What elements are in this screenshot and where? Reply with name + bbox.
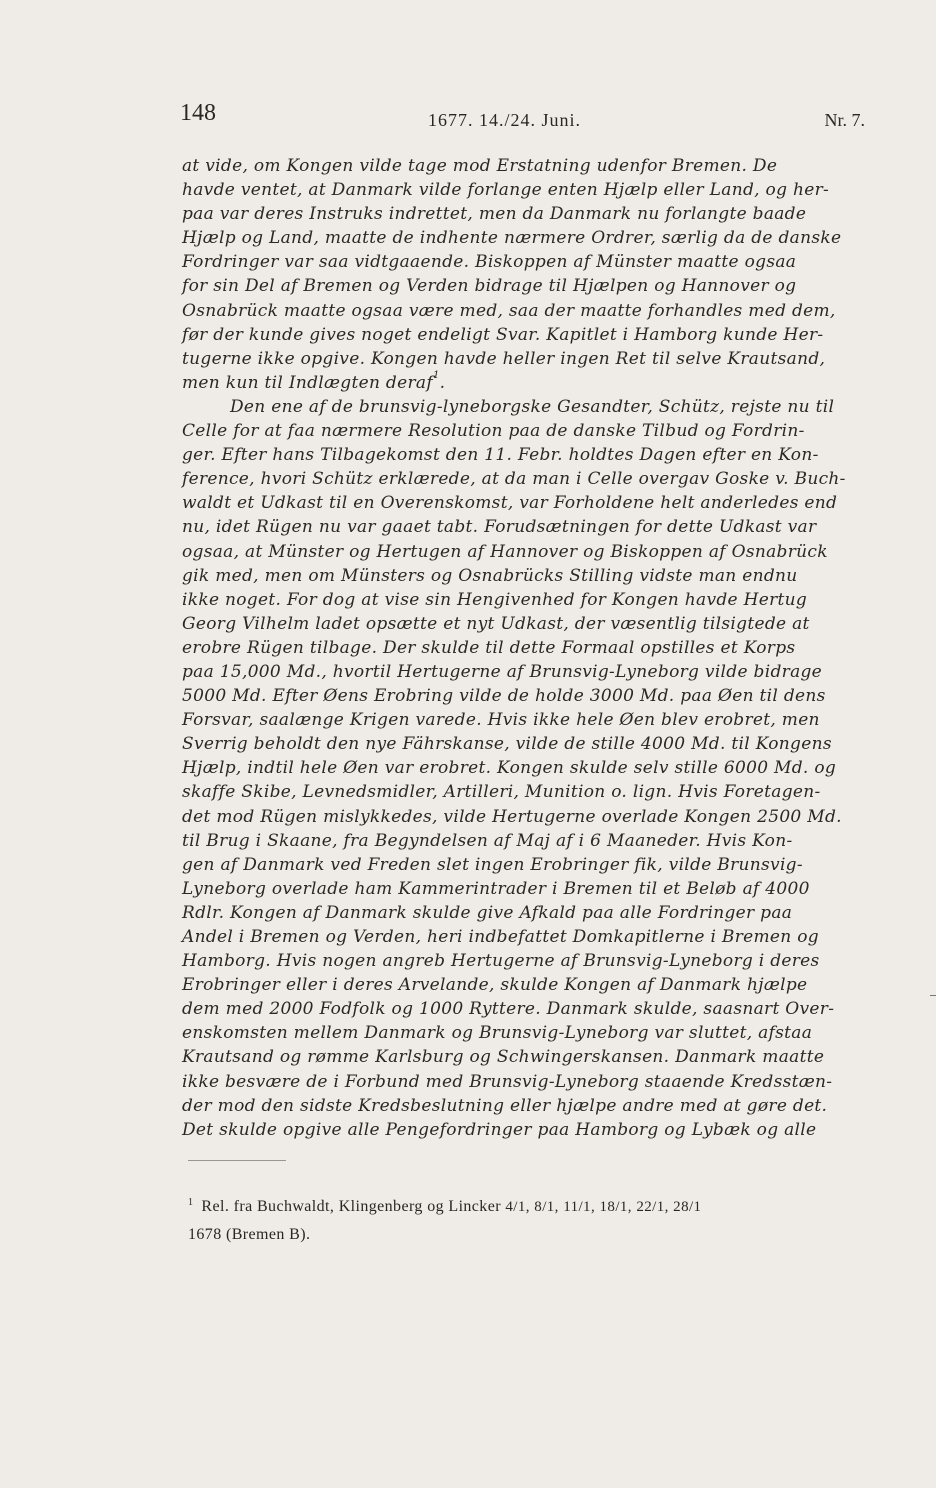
text-line: Osnabrück maatte ogsaa være med, saa der maatte forhandles med dem, (182, 300, 836, 321)
text-line: Andel i Bremen og Verden, heri indbefattet Domkapitlerne i Bremen og (182, 927, 819, 947)
text-line: Det skulde opgive alle Pengefordringer paa Hamborg og Lybæk og alle (182, 1119, 817, 1140)
page-header (180, 100, 865, 136)
text-line: der mod den sidste Kredsbeslutning eller hjælpe andre med at gøre det. (182, 1095, 828, 1116)
text-line: for sin Del af Bremen og Verden bidrage til Hjælpen og Hannover og (182, 276, 797, 297)
text-line: nu, idet Rügen nu var gaaet tabt. Forudsætningen for dette Udkast var (182, 517, 817, 538)
text-span: men kun til Indlægten deraf (182, 372, 433, 393)
text-line: dem med 2000 Fodfolk og 1000 Ryttere. Danmark skulde, saasnart Over- (182, 999, 835, 1020)
text-line: Krautsand og rømme Karlsburg og Schwingerskansen. Danmark maatte (182, 1047, 825, 1068)
margin-mark (930, 995, 936, 996)
text-line: Hamborg. Hvis nogen angreb Hertugerne af Brunsvig-Lyneborg i deres (182, 951, 820, 972)
text-line: Fordringer var saa vidtgaaende. Biskoppen af Münster maatte ogsaa (182, 252, 797, 273)
footnote-line (188, 1194, 868, 1222)
text-line-with-footnote (182, 371, 872, 395)
footnote (188, 1194, 868, 1248)
page-number: 148 (180, 100, 216, 126)
text-line: 5000 Md. Efter Øens Erobring vilde de holde 3000 Md. paa Øen til dens (182, 686, 826, 707)
footnote-date: 8/1, (534, 1199, 559, 1215)
text-line: ference, hvori Schütz erklærede, at da man i Celle overgav Goske v. Buch- (182, 469, 846, 490)
text-line: ogsaa, at Münster og Hertugen af Hannover og Biskoppen af Osnabrück (182, 541, 828, 562)
text-line: til Brug i Skaane, fra Begyndelsen af Maj af i 6 Maaneder. Hvis Kon- (182, 830, 793, 851)
text-line: før der kunde gives noget endeligt Svar. Kapitlet i Hamborg kunde Her- (182, 324, 824, 345)
footnote-reference: 1 (432, 370, 440, 382)
text-line: Hjælp og Land, maatte de indhente nærmere Ordrer, særlig da de danske (182, 228, 842, 249)
footnote-text: Rel. fra Buchwaldt, Klingenberg og Lincker (201, 1198, 501, 1215)
text-line: waldt et Udkast til en Overenskomst, var Forholdene helt anderledes end (182, 493, 838, 514)
footnote-date: 4/1, (505, 1199, 530, 1215)
text-line: Lyneborg overlade ham Kammerintrader i Bremen til et Beløb af 4000 (182, 878, 810, 899)
body-text (182, 154, 872, 1142)
text-line: ikke besvære de i Forbund med Brunsvig-Lyneborg staaende Kredsstæn- (182, 1071, 833, 1092)
text-line: det mod Rügen mislykkedes, vilde Hertugerne overlade Kongen 2500 Md. (182, 806, 842, 827)
text-line: havde ventet, at Danmark vilde forlange enten Hjælp eller Land, og her- (182, 180, 830, 201)
footnote-date: 18/1, (599, 1199, 632, 1215)
text-line: Rdlr. Kongen af Danmark skulde give Afkald paa alle Fordringer paa (182, 902, 793, 923)
running-head: 1677. 14./24. Juni. (428, 110, 582, 130)
text-line: Celle for at faa nærmere Resolution paa de danske Tilbud og Fordrin- (182, 421, 805, 442)
text-line: skaffe Skibe, Levnedsmidler, Artilleri, Munition o. lign. Hvis Foretagen- (182, 782, 821, 803)
text-line: paa var deres Instruks indrettet, men da Danmark nu forlangte baade (182, 204, 807, 225)
footnote-marker: 1 (188, 1197, 194, 1208)
footnote-continuation: 1678 (Bremen B). (188, 1226, 311, 1243)
footnote-date: 22/1, (636, 1199, 669, 1215)
period: . (439, 372, 446, 393)
footnote-date: 28/1 (673, 1199, 702, 1215)
text-line: Sverrig beholdt den nye Fährskanse, vilde de stille 4000 Md. til Kongens (182, 734, 832, 755)
text-line: gik med, men om Münsters og Osnabrücks Stilling vidste man endnu (182, 565, 798, 586)
paragraph-start-line: Den ene af de brunsvig-lyneborgske Gesandter, Schütz, rejste nu til (230, 396, 835, 417)
text-line: Erobringer eller i deres Arvelande, skulde Kongen af Danmark hjælpe (182, 975, 808, 996)
text-line: Forsvar, saalænge Krigen varede. Hvis ikke hele Øen blev erobret, men (182, 710, 820, 731)
text-line: erobre Rügen tilbage. Der skulde til dette Formaal opstilles et Korps (182, 637, 796, 658)
text-line: Hjælp, indtil hele Øen var erobret. Kongen skulde selv stille 6000 Md. og (182, 758, 837, 779)
footnote-date: 11/1, (563, 1199, 596, 1215)
text-line: enskomsten mellem Danmark og Brunsvig-Lyneborg var sluttet, afstaa (182, 1023, 813, 1044)
text-line: ger. Efter hans Tilbagekomst den 11. Febr. holdtes Dagen efter en Kon- (182, 445, 819, 466)
text-line: ikke noget. For dog at vise sin Hengivenhed for Kongen havde Hertug (182, 589, 808, 610)
text-line: tugerne ikke opgive. Kongen havde heller ingen Ret til selve Krautsand, (182, 348, 826, 369)
text-line: at vide, om Kongen vilde tage mod Erstatning udenfor Bremen. De (182, 156, 778, 176)
text-line: Georg Vilhelm ladet opsætte et nyt Udkast, der væsentlig tilsigtede at (182, 613, 810, 634)
text-line: paa 15,000 Md., hvortil Hertugerne af Brunsvig-Lyneborg vilde bidrage (182, 661, 823, 682)
text-line: gen af Danmark ved Freden slet ingen Erobringer fik, vilde Brunsvig- (182, 854, 803, 875)
footnote-rule (188, 1160, 286, 1161)
series-number: Nr. 7. (824, 110, 865, 130)
